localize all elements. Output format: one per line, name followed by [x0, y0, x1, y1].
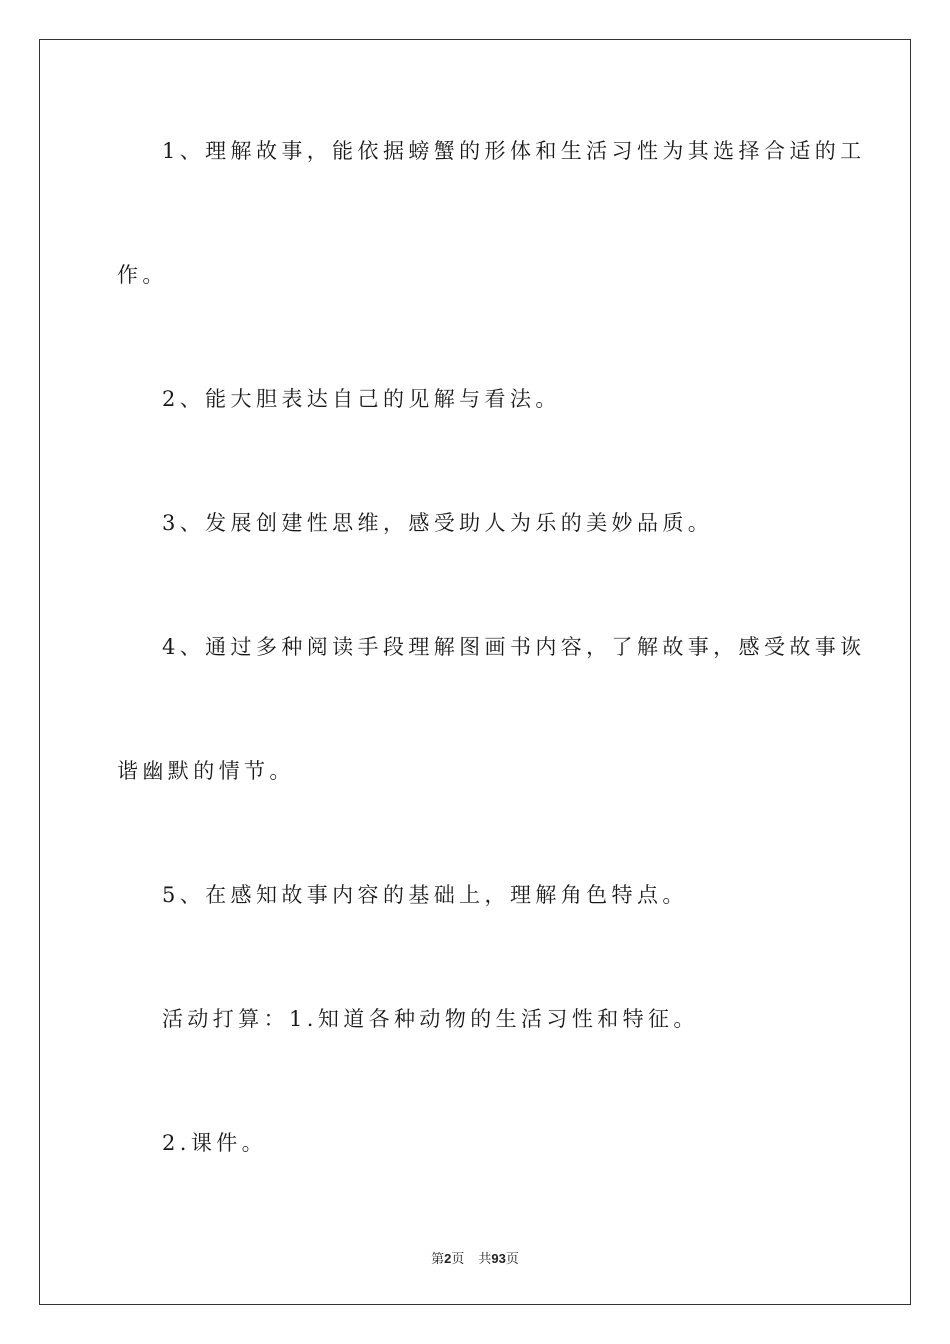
- paragraph-5: 5、在感知故事内容的基础上，理解角色特点。: [162, 883, 688, 907]
- page-suffix: 页: [451, 1252, 465, 1267]
- paragraph-1-line-1: 1、理解故事，能依据螃蟹的形体和生活习性为其选择合适的工: [162, 139, 866, 163]
- total-pages: 93: [491, 1251, 506, 1266]
- paragraph-3: 3、发展创建性思维，感受助人为乐的美妙品质。: [162, 511, 714, 535]
- page-prefix: 第: [431, 1252, 445, 1267]
- total-prefix: 共: [478, 1252, 492, 1267]
- paragraph-2: 2、能大胆表达自己的见解与看法。: [162, 387, 561, 411]
- paragraph-4-line-2: 谐幽默的情节。: [117, 759, 295, 783]
- total-suffix: 页: [505, 1252, 519, 1267]
- page-number: 2: [444, 1251, 452, 1266]
- paragraph-1-line-2: 作。: [117, 263, 168, 287]
- page-border: [39, 39, 911, 1305]
- page-footer: [0, 1248, 950, 1267]
- activity-plan-line: 活动打算：1.知道各种动物的生活习性和特征。: [162, 1007, 699, 1031]
- courseware-line: 2.课件。: [162, 1131, 268, 1155]
- paragraph-4-line-1: 4、通过多种阅读手段理解图画书内容，了解故事，感受故事诙: [162, 635, 866, 659]
